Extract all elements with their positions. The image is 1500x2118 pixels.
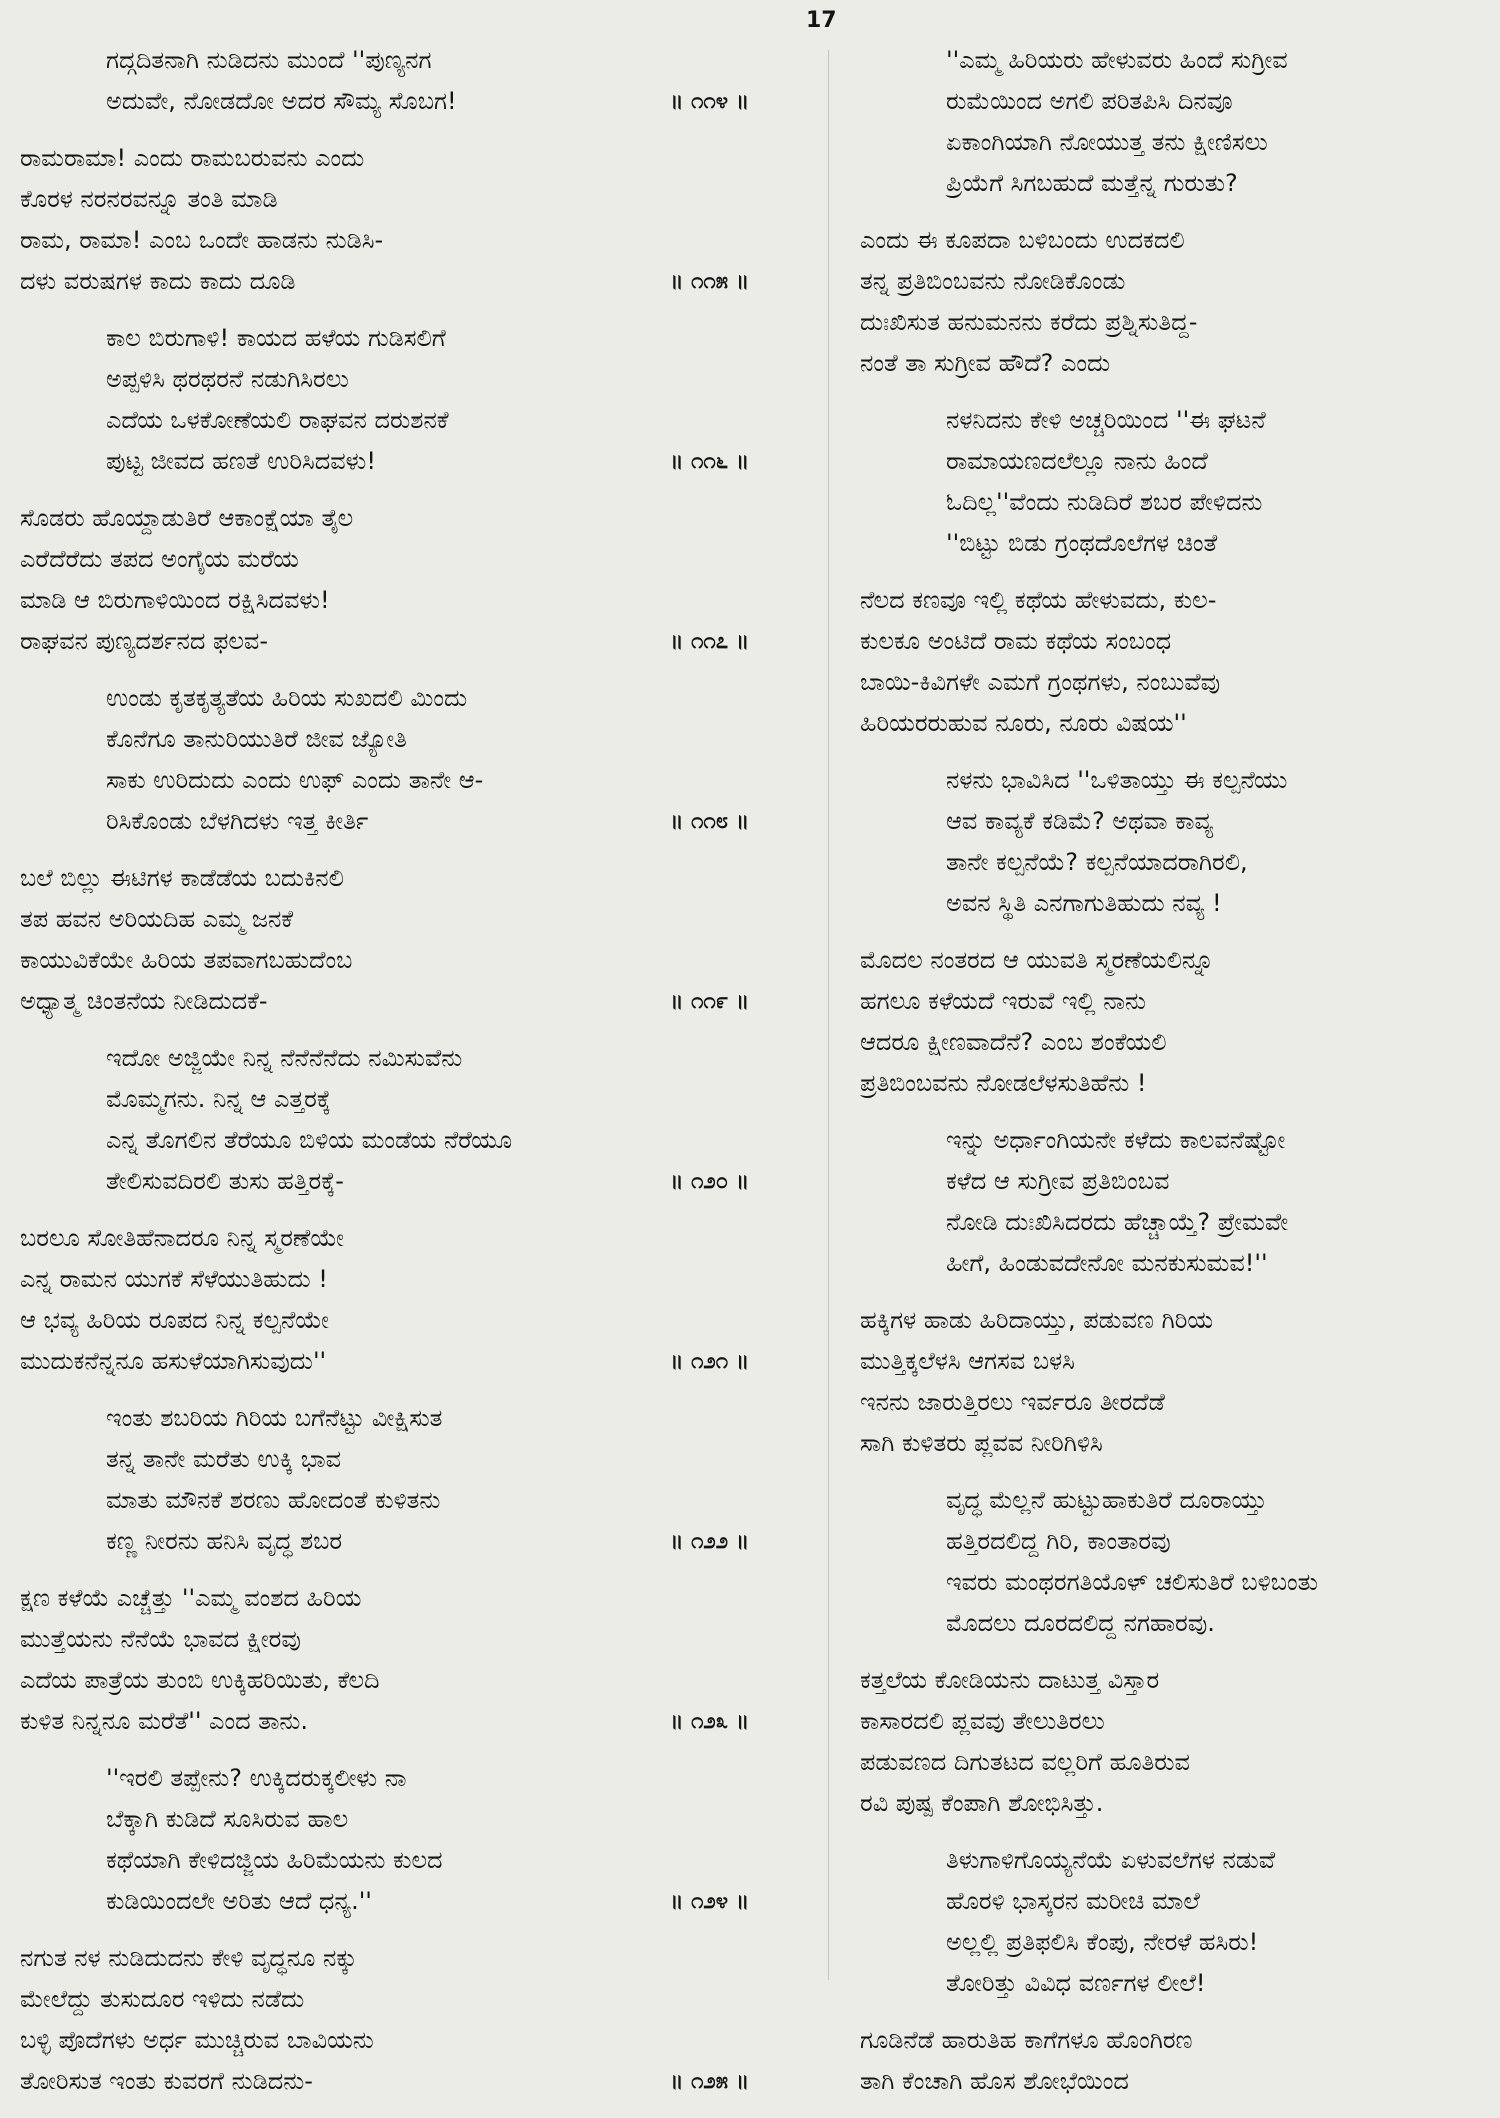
verse-line <box>860 1382 1490 1423</box>
verse-number: ॥ ೧೨೦ ॥ <box>670 1169 750 1194</box>
left-stanza <box>20 858 785 1022</box>
right-stanza <box>860 220 1490 384</box>
verse-line <box>20 1439 785 1480</box>
verse-line-text: ಬಲೆ ಬಿಲ್ಲು ಈಟಿಗಳ ಕಾಡೆಡೆಯ ಬದುಕಿನಲಿ <box>20 864 344 892</box>
left-stanza <box>20 1938 785 2102</box>
verse-line-text: ಮುತ್ತೆಯನು ನೆನೆಯೆ ಭಾವದ ಕ್ಷೀರವು <box>20 1625 301 1653</box>
right-stanza <box>860 400 1490 564</box>
verse-number: ॥ ೧೧೭ ॥ <box>670 629 750 654</box>
verse-line <box>860 1603 1490 1644</box>
verse-line <box>860 801 1490 842</box>
left-stanza <box>20 1218 785 1382</box>
verse-line-text: ಮುತ್ತಿಕ್ಕಲೆಳಸಿ ಆಗಸವ ಬಳಸಿ <box>860 1347 1075 1375</box>
left-stanza <box>20 1758 785 1922</box>
verse-line <box>20 678 785 719</box>
verse-line <box>20 1578 785 1619</box>
verse-line <box>20 1259 785 1300</box>
right-stanza <box>860 580 1490 744</box>
verse-line <box>20 1758 785 1799</box>
verse-line <box>860 400 1490 441</box>
verse-line <box>20 1120 785 1161</box>
verse-line <box>860 662 1490 703</box>
verse-line <box>20 1300 785 1341</box>
verse-line <box>20 1938 785 1979</box>
verse-line-text: ಹಗಲೂ ಕಳೆಯದೆ ಇರುವೆ ಇಲ್ಲಿ ನಾನು <box>860 987 1147 1015</box>
right-stanza <box>860 760 1490 924</box>
left-stanza <box>20 138 785 302</box>
verse-line <box>20 760 785 801</box>
verse-line <box>20 220 785 261</box>
verse-line <box>860 703 1490 744</box>
verse-line-text: ಎನ್ನ ರಾಮನ ಯುಗಕೆ ಸೆಳೆಯುತಿಹುದು ! <box>20 1265 328 1293</box>
verse-line-text: ಹಿರಿಯರರುಹುವ ನೂರು, ನೂರು ವಿಷಯ'' <box>860 709 1187 737</box>
verse-line-text: ಕೊರಳ ನರನರವನ್ನೂ ತಂತಿ ಮಾಡಿ <box>20 185 278 213</box>
verse-line <box>20 40 785 81</box>
verse-line-text: ಬರಲೂ ಸೋತಿಹೆನಾದರೂ ನಿನ್ನ ಸ್ಮರಣೆಯೇ <box>20 1224 344 1252</box>
verse-number: ॥ ೧೨೨ ॥ <box>670 1529 750 1554</box>
verse-line <box>20 1341 785 1382</box>
verse-line <box>20 179 785 220</box>
verse-line-text: ತಾಗಿ ಕೆಂಚಾಗಿ ಹೊಸ ಶೋಭೆಯಿಂದ <box>860 2067 1129 2095</box>
verse-line-text: ತೋರಿತ್ತು ವಿವಿಧ ವರ್ಣಗಳ ಲೀಲೆ! <box>946 1969 1206 1997</box>
verse-line <box>20 1398 785 1439</box>
verse-line-text: ವೃದ್ಧ ಮೆಲ್ಲನೆ ಹುಟ್ಟುಹಾಕುತಿರೆ ದೂರಾಯ್ತು <box>946 1486 1267 1514</box>
verse-line <box>20 981 785 1022</box>
verse-number: ॥ ೧೧೪ ॥ <box>670 89 750 114</box>
verse-line-text: ಇನನು ಜಾರುತ್ತಿರಲು ಇರ್ವರೂ ತೀರದೆಡೆ <box>860 1388 1165 1416</box>
verse-line <box>20 719 785 760</box>
verse-line <box>860 1881 1490 1922</box>
left-column <box>20 40 785 2118</box>
verse-line <box>20 261 785 302</box>
verse-line <box>20 1799 785 1840</box>
verse-number: ॥ ೧೨೩ ॥ <box>670 1709 750 1734</box>
verse-line <box>20 2061 785 2102</box>
verse-line-text: ದಳು ವರುಷಗಳ ಕಾದು ಕಾದು ದೂಡಿ <box>20 267 296 295</box>
verse-line-text: ಕುಲಕೂ ಅಂಟಿದೆ ರಾಮ ಕಥೆಯ ಸಂಬಂಧ <box>860 627 1172 655</box>
verse-line <box>860 760 1490 801</box>
verse-line <box>860 883 1490 924</box>
verse-line-text: ಅದುವೇ, ನೋಡದೋ ಅದರ ಸೌಮ್ಯ ಸೊಬಗ! <box>106 87 457 115</box>
verse-line-text: ಎದೆಯ ಒಳಕೋಣೆಯಲಿ ರಾಘವನ ದರುಶನಕೆ <box>106 406 449 434</box>
verse-line-text: ಎನ್ನ ತೊಗಲಿನ ತೆರೆಯೂ ಬಿಳಿಯ ಮಂಡೆಯ ನೆರೆಯೂ <box>106 1126 513 1154</box>
verse-line <box>20 1881 785 1922</box>
verse-line <box>20 81 785 122</box>
right-stanza <box>860 40 1490 204</box>
verse-line-text: ಕಥೆಯಾಗಿ ಕೇಳಿದಜ್ಜಿಯ ಹಿರಿಮೆಯನು ಕುಲದ <box>106 1846 443 1874</box>
verse-line <box>860 1423 1490 1464</box>
verse-line-text: ''ಎಮ್ಮ ಹಿರಿಯರು ಹೇಳುವರು ಹಿಂದೆ ಸುಗ್ರೀವ <box>946 46 1288 74</box>
left-stanza <box>20 678 785 842</box>
verse-line-text: ತನ್ನ ತಾನೇ ಮರೆತು ಉಕ್ಕಿ ಭಾವ <box>106 1445 342 1473</box>
verse-line-text: ಪ್ರತಿಬಿಂಬವನು ನೋಡಲೆಳಸುತಿಹೆನು ! <box>860 1069 1147 1097</box>
verse-line <box>860 1963 1490 2004</box>
verse-line-text: ಕಣ್ಣ ನೀರನು ಹನಿಸಿ ವೃದ್ಧ ಶಬರ <box>106 1527 343 1555</box>
verse-line <box>860 1480 1490 1521</box>
verse-line-text: ನೆಲದ ಕಣವೂ ಇಲ್ಲಿ ಕಥೆಯ ಹೇಳುವದು, ಕುಲ- <box>860 586 1217 614</box>
verse-line-text: ಸೊಡರು ಹೊಯ್ದಾಡುತಿರೆ ಆಕಾಂಕ್ಷೆಯಾ ತೈಲ <box>20 504 354 532</box>
verse-line <box>860 343 1490 384</box>
verse-line-text: ತಾನೇ ಕಲ್ಪನೆಯೆ? ಕಲ್ಪನೆಯಾದರಾಗಿರಲಿ, <box>946 848 1248 876</box>
verse-line-text: ನೋಡಿ ದುಃಖಿಸಿದರದು ಹೆಚ್ಚಾಯ್ತೆ? ಪ್ರೇಮವೇ <box>946 1208 1289 1236</box>
verse-number: ॥ ೧೧೮ ॥ <box>670 809 750 834</box>
verse-line-text: ಬೆಕ್ಕಾಗಿ ಕುಡಿದೆ ಸೂಸಿರುವ ಹಾಲ <box>106 1805 349 1833</box>
verse-line <box>860 1840 1490 1881</box>
verse-line-text: ಗದ್ಗದಿತನಾಗಿ ನುಡಿದನು ಮುಂದೆ ''ಪುಣ್ಯನಗ <box>106 46 432 74</box>
verse-line-text: ಹೊರಳಿ ಭಾಸ್ಕರನ ಮರೀಚಿ ಮಾಲೆ <box>946 1887 1200 1915</box>
page-number: 17 <box>806 8 837 33</box>
verse-line <box>860 2020 1490 2061</box>
verse-line-text: ರಿಸಿಕೊಂಡು ಬೆಳಗಿದಳು ಇತ್ತ ಕೀರ್ತಿ <box>106 807 369 835</box>
verse-line-text: ಕೊನೆಗೂ ತಾನುರಿಯುತಿರೆ ಜೀವ ಜ್ಯೋತಿ <box>106 725 407 753</box>
verse-line-text: ನಳನಿದನು ಕೇಳಿ ಅಚ್ಚರಿಯಿಂದ ''ಈ ಘಟನೆ <box>946 406 1266 434</box>
left-stanza <box>20 1398 785 1562</box>
verse-line <box>860 981 1490 1022</box>
verse-line <box>20 1079 785 1120</box>
verse-line-text: ತೋರಿಸುತ ಇಂತು ಕುವರಗೆ ನುಡಿದನು- <box>20 2067 313 2095</box>
verse-line-text: ''ಇರಲಿ ತಪ್ಪೇನು? ಉಕ್ಕಿದರುಕ್ಕಲೀಳು ನಾ <box>106 1764 407 1792</box>
verse-line <box>860 302 1490 343</box>
verse-line-text: ಎಂದು ಈ ಕೂಪದಾ ಬಳಿಬಂದು ಉದಕದಲಿ <box>860 226 1185 254</box>
left-stanza <box>20 1578 785 1742</box>
verse-line <box>20 1521 785 1562</box>
verse-line-text: ಮುದುಕನೆನ್ನನೂ ಹಸುಳೆಯಾಗಿಸುವುದು'' <box>20 1347 327 1375</box>
verse-line <box>20 1660 785 1701</box>
verse-line <box>20 899 785 940</box>
verse-line <box>860 1202 1490 1243</box>
verse-line <box>20 1701 785 1742</box>
verse-line <box>860 220 1490 261</box>
verse-line <box>860 580 1490 621</box>
right-column <box>860 40 1490 2118</box>
verse-line <box>860 842 1490 883</box>
verse-line-text: ತಪ ಹವನ ಅರಿಯದಿಹ ಎಮ್ಮ ಜನಕೆ <box>20 905 294 933</box>
verse-line-text: ಅಧ್ಯಾತ್ಮ ಚಿಂತನೆಯ ನೀಡಿದುದಕೆ- <box>20 987 268 1015</box>
verse-line-text: ಉಂಡು ಕೃತಕೃತ್ಯತೆಯ ಹಿರಿಯ ಸುಖದಲಿ ಮಿಂದು <box>106 684 468 712</box>
verse-line-text: ಇಂತು ಶಬರಿಯ ಗಿರಿಯ ಬಗೆನೆಟ್ಟು ವೀಕ್ಷಿಸುತ <box>106 1404 443 1432</box>
verse-line-text: ಹತ್ತಿರದಲಿದ್ದ ಗಿರಿ, ಕಾಂತಾರವು <box>946 1527 1171 1555</box>
verse-line-text: ಇದೋ ಅಜ್ಜಿಯೇ ನಿನ್ನ ನೆನೆನೆನೆದು ನಮಿಸುವೆನು <box>106 1044 463 1072</box>
verse-line-text: ರಾಘವನ ಪುಣ್ಯದರ್ಶನದ ಫಲವ- <box>20 627 269 655</box>
verse-line-text: ಅಪ್ಪಳಿಸಿ ಥರಥರನೆ ನಡುಗಿಸಿರಲು <box>106 365 349 393</box>
verse-line-text: ರಾಮರಾಮಾ! ಎಂದು ರಾಮಬರುವನು ಎಂದು <box>20 144 365 172</box>
verse-line-text: ಮೊದಲು ದೂರದಲಿದ್ದ ನಗಹಾರವು. <box>946 1609 1215 1637</box>
column-divider <box>828 50 829 1980</box>
verse-line-text: ರಾಮಾಯಣದಲೆಲ್ಲೂ ನಾನು ಹಿಂದೆ <box>946 447 1208 475</box>
verse-line <box>860 1701 1490 1742</box>
verse-line <box>860 621 1490 662</box>
verse-line-text: ತಿಳುಗಾಳಿಗೊಯ್ಯನೆಯೆ ಏಳುವಲೆಗಳ ನಡುವೆ <box>946 1846 1276 1874</box>
verse-line <box>860 1660 1490 1701</box>
verse-line-text: ಕ್ಷಣ ಕಳೆಯೆ ಎಚ್ಚೆತ್ತು ''ಎಮ್ಮ ವಂಶದ ಹಿರಿಯ <box>20 1584 362 1612</box>
verse-number: ॥ ೧೧೫ ॥ <box>670 269 750 294</box>
verse-line <box>860 81 1490 122</box>
verse-line-text: ನಗುತ ನಳ ನುಡಿದುದನು ಕೇಳಿ ವೃದ್ಧನೂ ನಕ್ಕು <box>20 1944 358 1972</box>
verse-line-text: ''ಬಿಟ್ಟು ಬಿಡು ಗ್ರಂಥದೊಲೆಗಳ ಚಿಂತೆ <box>946 529 1218 557</box>
right-stanza <box>860 1480 1490 1644</box>
left-stanza <box>20 40 785 122</box>
verse-line-text: ಕುಳಿತ ನಿನ್ನನೂ ಮರೆತೆ'' ಎಂದ ತಾನು. <box>20 1707 309 1735</box>
verse-line-text: ಕಾಸಾರದಲಿ ಪ್ಲವವು ತೇಲುತಿರಲು <box>860 1707 1105 1735</box>
verse-line-text: ಇನ್ನು ಅರ್ಧಾಂಗಿಯನೇ ಕಳೆದು ಕಾಲವನೆಷ್ಟೋ <box>946 1126 1286 1154</box>
verse-line <box>20 2020 785 2061</box>
verse-line <box>20 318 785 359</box>
left-stanza <box>20 498 785 662</box>
verse-line-text: ಆದರೂ ಕ್ಷೀಣವಾದೆನೆ? ಎಂಬ ಶಂಕೆಯಲಿ <box>860 1028 1167 1056</box>
verse-line <box>860 122 1490 163</box>
verse-line <box>860 1243 1490 1284</box>
verse-line-text: ಎದೆಯ ಪಾತ್ರೆಯ ತುಂಬಿ ಉಕ್ಕಿಹರಿಯಿತು, ಕೆಲದಿ <box>20 1666 380 1694</box>
verse-line <box>860 1783 1490 1824</box>
verse-number: ॥ ೧೧೬ ॥ <box>670 449 750 474</box>
verse-line-text: ಅವನ ಸ್ಥಿತಿ ಎನಗಾಗುತಿಹುದು ನವ್ಯ ! <box>946 889 1222 917</box>
verse-line-text: ನಳನು ಭಾವಿಸಿದ ''ಒಳಿತಾಯ್ತು ಈ ಕಲ್ಪನೆಯು <box>946 766 1288 794</box>
right-stanza <box>860 1660 1490 1824</box>
verse-line-text: ಮೇಲೆದ್ದು ತುಸುದೂರ ಇಳಿದು ನಡೆದು <box>20 1985 305 2013</box>
verse-line-text: ಸಾಕು ಉರಿದುದು ಎಂದು ಉಫ್ ಎಂದು ತಾನೇ ಆ- <box>106 766 484 794</box>
verse-line <box>20 580 785 621</box>
verse-line <box>860 1922 1490 1963</box>
verse-line <box>860 940 1490 981</box>
verse-line <box>860 523 1490 564</box>
verse-line <box>20 621 785 662</box>
verse-line-text: ರಾಮ, ರಾಮಾ! ಎಂಬ ಒಂದೇ ಹಾಡನು ನುಡಿಸಿ- <box>20 226 384 254</box>
verse-line <box>20 1161 785 1202</box>
verse-line-text: ಹಕ್ಕಿಗಳ ಹಾಡು ಹಿರಿದಾಯ್ತು, ಪಡುವಣ ಗಿರಿಯ <box>860 1306 1214 1334</box>
verse-line-text: ಅಲ್ಲಲ್ಲಿ ಪ್ರತಿಫಲಿಸಿ ಕೆಂಪು, ನೇರಳೆ ಹಸಿರು! <box>946 1928 1259 1956</box>
right-stanza <box>860 940 1490 1104</box>
verse-line-text: ಕಾಯುವಿಕೆಯೇ ಹಿರಿಯ ತಪವಾಗಬಹುದೆಂಬ <box>20 946 353 974</box>
verse-line <box>20 940 785 981</box>
verse-line <box>20 400 785 441</box>
verse-line-text: ಆ ಭವ್ಯ ಹಿರಿಯ ರೂಪದ ನಿನ್ನ ಕಲ್ಪನೆಯೇ <box>20 1306 329 1334</box>
verse-line-text: ರವಿ ಪುಷ್ಪ ಕೆಂಪಾಗಿ ಶೋಭಿಸಿತ್ತು. <box>860 1789 1104 1817</box>
verse-line <box>860 163 1490 204</box>
verse-line-text: ಮೊದಲ ನಂತರದ ಆ ಯುವತಿ ಸ್ಮರಣೆಯಲಿನ್ನೂ <box>860 946 1214 974</box>
verse-line <box>860 1022 1490 1063</box>
verse-line <box>20 858 785 899</box>
verse-line <box>860 261 1490 302</box>
verse-line-text: ಓದಿಲ್ಲ''ವೆಂದು ನುಡಿದಿರೆ ಶಬರ ಪೇಳಿದನು <box>946 488 1263 516</box>
verse-line <box>860 1120 1490 1161</box>
verse-line <box>20 498 785 539</box>
verse-line <box>20 1840 785 1881</box>
right-stanza <box>860 1120 1490 1284</box>
verse-line <box>860 1341 1490 1382</box>
verse-line <box>860 1562 1490 1603</box>
verse-line <box>860 40 1490 81</box>
verse-line-text: ತೇಲಿಸುವದಿರಲಿ ತುಸು ಹತ್ತಿರಕ್ಕೆ- <box>106 1167 344 1195</box>
verse-line <box>860 1063 1490 1104</box>
verse-line-text: ಇವರು ಮಂಥರಗತಿಯೊಳ್ ಚಲಿಸುತಿರೆ ಬಳಿಬಂತು <box>946 1568 1318 1596</box>
verse-line <box>20 359 785 400</box>
verse-line-text: ತನ್ನ ಪ್ರತಿಬಿಂಬವನು ನೋಡಿಕೊಂಡು <box>860 267 1126 295</box>
verse-line-text: ಬಳ್ಳಿ ಪೊದೆಗಳು ಅರ್ಧ ಮುಚ್ಚಿರುವ ಬಾವಿಯನು <box>20 2026 374 2054</box>
verse-number: ॥ ೧೨೫ ॥ <box>670 2069 750 2094</box>
verse-line <box>860 1521 1490 1562</box>
verse-line-text: ಮೊಮ್ಮಗನು. ನಿನ್ನ ಆ ಎತ್ತರಕ್ಕೆ <box>106 1085 331 1113</box>
right-stanza <box>860 1840 1490 2004</box>
verse-line <box>20 801 785 842</box>
verse-line-text: ಕಾಲ ಬಿರುಗಾಳಿ! ಕಾಯದ ಹಳೆಯ ಗುಡಿಸಲಿಗೆ <box>106 324 446 352</box>
verse-line-text: ಮಾಡಿ ಆ ಬಿರುಗಾಳಿಯಿಂದ ರಕ್ಷಿಸಿದವಳು! <box>20 586 330 614</box>
verse-line <box>860 441 1490 482</box>
verse-line-text: ನಂತೆ ತಾ ಸುಗ್ರೀವ ಹೌದೆ? ಎಂದು <box>860 349 1111 377</box>
verse-line <box>20 1038 785 1079</box>
verse-line <box>20 441 785 482</box>
verse-line <box>860 1300 1490 1341</box>
verse-line-text: ಹೀಗೆ, ಹಿಂಡುವದೇನೋ ಮನಕುಸುಮವ!'' <box>946 1249 1268 1277</box>
verse-line-text: ಆವ ಕಾವ್ಯಕೆ ಕಡಿಮೆ? ಅಥವಾ ಕಾವ್ಯ <box>946 807 1214 835</box>
verse-line-text: ಕಳೆದ ಆ ಸುಗ್ರೀವ ಪ್ರತಿಬಿಂಬವ <box>946 1167 1170 1195</box>
right-stanza <box>860 2020 1490 2102</box>
verse-line <box>860 482 1490 523</box>
verse-line <box>860 2061 1490 2102</box>
verse-line <box>20 539 785 580</box>
left-stanza <box>20 1038 785 1202</box>
verse-line-text: ಕತ್ತಲೆಯ ಕೋಡಿಯನು ದಾಟುತ್ತ ವಿಸ್ತಾರ <box>860 1666 1160 1694</box>
verse-line-text: ಪುಟ್ಟ ಜೀವದ ಹಣತೆ ಉರಿಸಿದವಳು! <box>106 447 376 475</box>
verse-line-text: ಮಾತು ಮೌನಕೆ ಶರಣು ಹೋದಂತೆ ಕುಳಿತನು <box>106 1486 441 1514</box>
verse-line <box>20 1218 785 1259</box>
verse-line <box>20 138 785 179</box>
verse-line <box>860 1161 1490 1202</box>
verse-line-text: ರುಮೆಯಿಂದ ಅಗಲಿ ಪರಿತಪಿಸಿ ದಿನವೂ <box>946 87 1233 115</box>
verse-line-text: ಏಕಾಂಗಿಯಾಗಿ ನೋಯುತ್ತ ತನು ಕ್ಷೀಣಿಸಲು <box>946 128 1268 156</box>
verse-line-text: ಕುಡಿಯಿಂದಲೇ ಅರಿತು ಆದೆ ಧನ್ಯ.'' <box>106 1887 372 1915</box>
verse-line-text: ಪ್ರಿಯೆಗೆ ಸಿಗಬಹುದೆ ಮತ್ತೆನ್ನ ಗುರುತು? <box>946 169 1238 197</box>
verse-line-text: ದುಃಖಿಸುತ ಹನುಮನನು ಕರೆದು ಪ್ರಶ್ನಿಸುತಿದ್ದ- <box>860 308 1198 336</box>
verse-line <box>20 1619 785 1660</box>
verse-number: ॥ ೧೨೧ ॥ <box>670 1349 750 1374</box>
verse-number: ॥ ೧೨೪ ॥ <box>670 1889 750 1914</box>
verse-line-text: ಎರೆದೆರೆದು ತಪದ ಅಂಗೈಯ ಮರೆಯ <box>20 545 299 573</box>
verse-line <box>20 1480 785 1521</box>
verse-line <box>860 1742 1490 1783</box>
right-stanza <box>860 1300 1490 1464</box>
verse-line-text: ಪಡುವಣದ ದಿಗುತಟದ ವಲ್ಲರಿಗೆ ಹೂತಿರುವ <box>860 1748 1190 1776</box>
verse-line-text: ಗೂಡಿನೆಡೆ ಹಾರುತಿಹ ಕಾಗೆಗಳೂ ಹೊಂಗಿರಣ <box>860 2026 1193 2054</box>
left-stanza <box>20 318 785 482</box>
verse-number: ॥ ೧೧೯ ॥ <box>670 989 750 1014</box>
verse-line-text: ಸಾಗಿ ಕುಳಿತರು ಪ್ಲವವ ನೀರಿಗಿಳಿಸಿ <box>860 1429 1103 1457</box>
verse-line-text: ಬಾಯಿ-ಕಿವಿಗಳೇ ಎಮಗೆ ಗ್ರಂಥಗಳು, ನಂಬುವೆವು <box>860 668 1221 696</box>
